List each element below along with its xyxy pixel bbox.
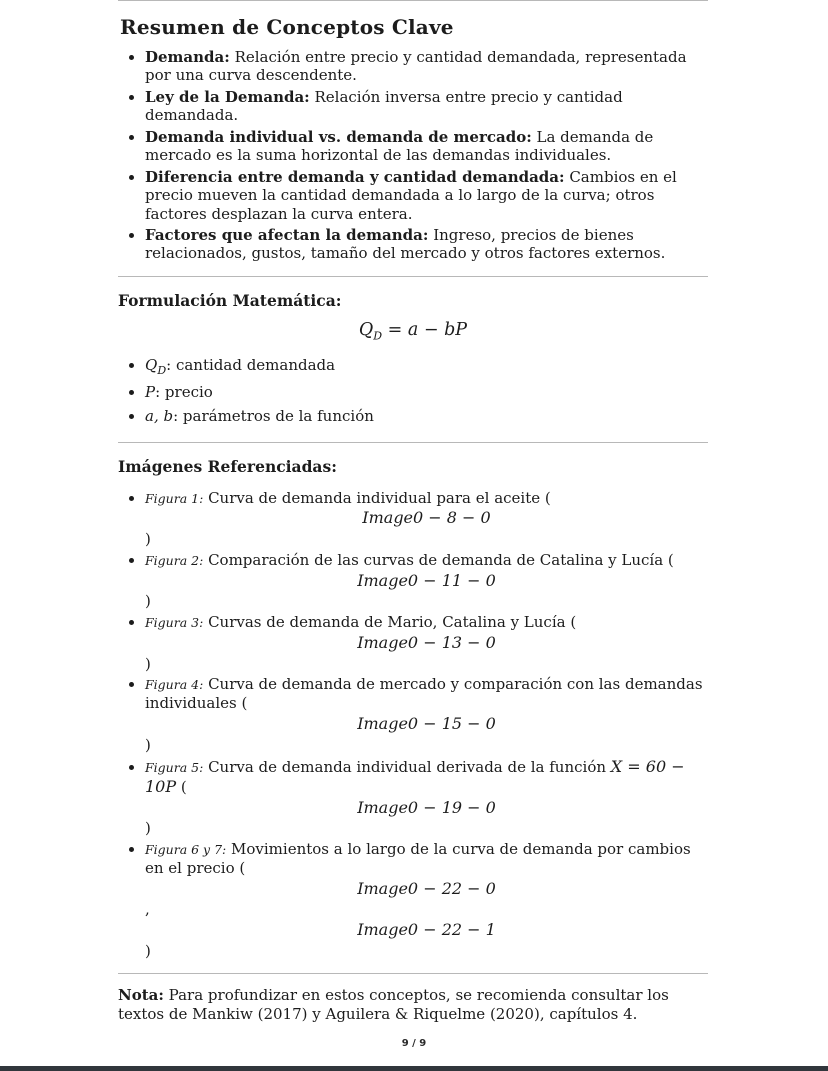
- page-bottom-edge: [0, 1066, 828, 1071]
- figure-label: Figura 4:: [145, 677, 204, 693]
- figure-item: [145, 840, 708, 961]
- symbol-definition: : cantidad demandada: [166, 356, 336, 375]
- image-reference: Image0 − 19 − 0: [357, 797, 496, 817]
- term-label: Diferencia entre demanda y cantidad demandada:: [145, 167, 565, 186]
- figure-caption: Curva de demanda de mercado y comparación con las demandas individuales (: [145, 675, 703, 713]
- section-divider: [118, 442, 708, 443]
- math-symbol: P: [145, 383, 156, 402]
- figure-caption: (: [176, 777, 187, 796]
- figure-item: [145, 613, 708, 673]
- figure-caption: Movimientos a lo largo de la curva de demanda por cambios en el precio (: [145, 840, 691, 877]
- section-divider: [118, 973, 708, 974]
- close-paren: ): [145, 654, 151, 673]
- image-reference: Image0 − 11 − 0: [357, 570, 496, 590]
- term-definition: La demanda de mercado es la suma horizontal de las demandas individuales.: [145, 127, 654, 165]
- term-label: Factores que afectan la demanda:: [145, 225, 429, 244]
- figure-caption: Curvas de demanda de Mario, Catalina y Lucía (: [203, 613, 577, 632]
- list-item: [145, 128, 708, 165]
- math-symbol: a, b: [145, 406, 174, 425]
- image-reference: Image0 − 22 − 0: [357, 878, 496, 898]
- figure-label: Figura 5:: [145, 759, 204, 775]
- term-definition: Ingreso, precios de bienes relacionados, gustos, tamaño del mercado y otros factores externos.: [145, 225, 666, 263]
- section-divider: [118, 276, 708, 277]
- close-paren: ): [145, 530, 151, 549]
- figure-label: Figura 2:: [145, 552, 204, 568]
- figure-label: Figura 1:: [145, 490, 204, 506]
- close-paren: ): [145, 941, 151, 960]
- equation-base: Q: [358, 319, 374, 340]
- section-formulacion: [118, 291, 708, 426]
- figure-caption: Curva de demanda individual derivada de la función: [203, 757, 611, 776]
- section-divider: [118, 0, 708, 1]
- figure-caption: Comparación de las curvas de demanda de Catalina y Lucía (: [203, 550, 674, 569]
- equation-subscript: D: [373, 329, 383, 343]
- figure-list: [118, 489, 708, 961]
- close-paren: ): [145, 735, 151, 754]
- separator-comma: ,: [145, 900, 150, 919]
- note-paragraph: [118, 986, 708, 1025]
- term-definition: Cambios en el precio mueven la cantidad demandada a lo largo de la curva; otros factores desplazan la curva entera.: [145, 167, 677, 223]
- list-item: [145, 48, 708, 85]
- document-page: [118, 0, 708, 1025]
- symbol-definition: : precio: [155, 383, 213, 402]
- formulacion-list: [118, 356, 708, 425]
- note-label: Nota:: [118, 985, 164, 1004]
- term-label: Demanda:: [145, 48, 230, 66]
- list-item: [145, 168, 708, 223]
- close-paren: ): [145, 819, 151, 838]
- equation-rest: = a − bP: [382, 319, 468, 340]
- resumen-list: [118, 48, 708, 263]
- term-label: Demanda individual vs. demanda de mercado:: [145, 127, 532, 146]
- section-heading: Imágenes Referenciadas:: [118, 456, 337, 476]
- list-item: [145, 356, 708, 378]
- figure-item: [145, 757, 708, 839]
- figure-item: [145, 489, 708, 549]
- term-definition: Relación inversa entre precio y cantidad demandada.: [145, 87, 623, 125]
- figure-caption: Curva de demanda individual para el aceite (: [203, 488, 551, 507]
- section-imagenes: [118, 457, 708, 961]
- close-paren: ): [145, 592, 151, 611]
- section-heading: Formulación Matemática:: [118, 290, 342, 310]
- image-reference: Image0 − 22 − 1: [357, 920, 496, 940]
- demand-equation: [118, 320, 708, 343]
- image-reference: Image0 − 8 − 0: [362, 508, 491, 528]
- figure-label: Figura 6 y 7:: [145, 842, 227, 858]
- image-reference: Image0 − 15 − 0: [357, 713, 496, 733]
- figure-item: [145, 675, 708, 754]
- list-item: [145, 407, 708, 426]
- list-item: [145, 226, 708, 263]
- list-item: [145, 383, 708, 402]
- figure-label: Figura 3:: [145, 615, 204, 631]
- list-item: [145, 88, 708, 125]
- section-resumen: [118, 15, 708, 263]
- inline-formula: X = 60 − 10P: [145, 756, 685, 796]
- page-number: 9 / 9: [401, 1038, 427, 1049]
- math-symbol: Q: [145, 356, 158, 375]
- term-label: Ley de la Demanda:: [145, 87, 310, 106]
- image-reference: Image0 − 13 − 0: [357, 632, 496, 652]
- math-subscript: D: [157, 364, 167, 378]
- term-definition: Relación entre precio y cantidad demandada, representada por una curva descendente.: [145, 48, 687, 85]
- symbol-definition: : parámetros de la función: [173, 406, 374, 425]
- note-text: Para profundizar en estos conceptos, se recomienda consultar los textos de Mankiw (2017) y Aguilera & Riquelme (2020), capítulos 4.: [118, 985, 669, 1024]
- page-title: Resumen de Conceptos Clave: [120, 15, 454, 39]
- figure-item: [145, 551, 708, 611]
